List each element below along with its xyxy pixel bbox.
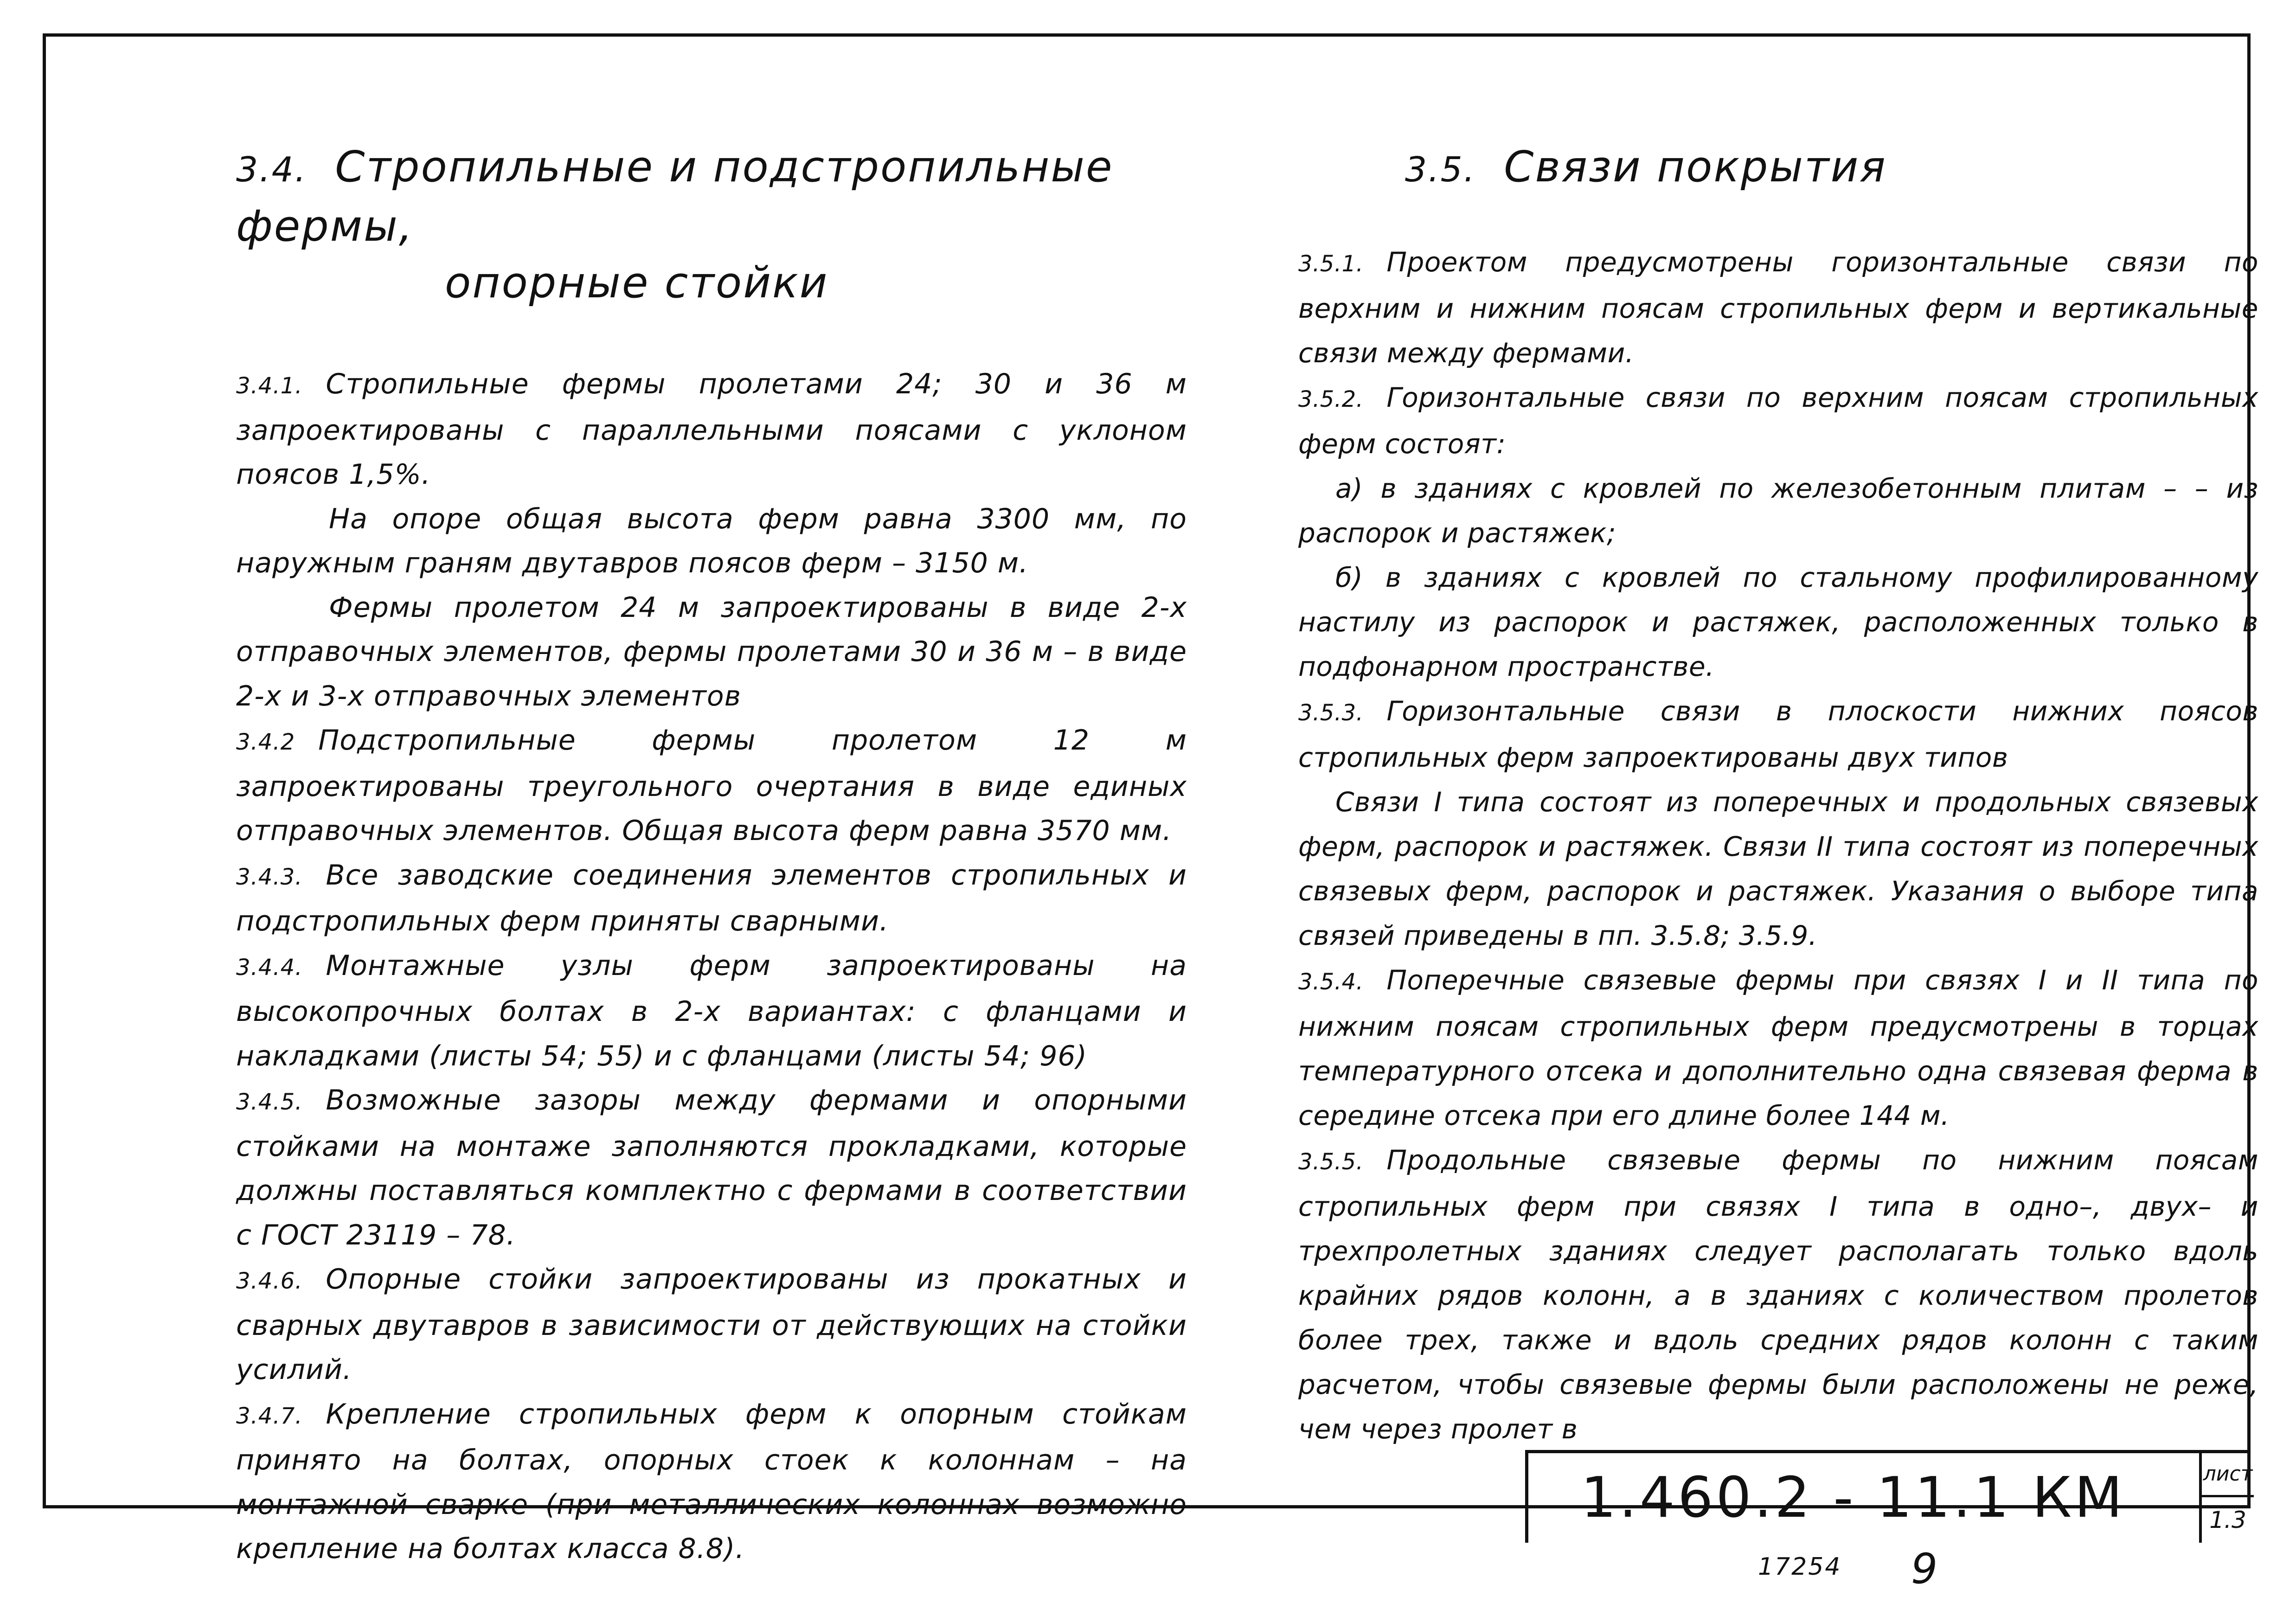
paragraph-3-4-3 (236, 853, 1187, 944)
title-line-2: опорные стойки (445, 258, 829, 308)
paragraph-trusses (236, 586, 1187, 719)
paragraph-item-a (1298, 466, 2258, 555)
paragraph-number: 3.4.5. (236, 1089, 303, 1115)
paragraph-item-b (1298, 555, 2258, 689)
paragraph-text: Все заводские соединения элементов стропильных и подстропильных ферм приняты сварными. (236, 859, 1187, 937)
paragraph-number: 3.4.2 (236, 729, 295, 755)
paragraph-3-5-2 (1298, 375, 2258, 466)
sheet-label: лист (2202, 1453, 2254, 1497)
paragraph-text: Продольные связевые фермы по нижним поясам стропильных ферм при связях I типа в одно–, двух– и трехпролетных зданиях следует располагать только вдоль крайних рядов колонн, а в зданиях с количеством пролетов более трех, также и вдоль средних рядов колонн с таким расчетом, чтобы связевые фермы были расположены не реже, чем через пролет в (1298, 1144, 2258, 1445)
paragraph-number: 3.4.4. (236, 954, 303, 981)
paragraph-number: 3.5.4. (1298, 969, 1364, 995)
paragraph-text: На опоре общая высота ферм равна 3300 мм, по наружным граням двутавров поясов ферм – 3150 м. (236, 502, 1187, 579)
paragraph-text: Стропильные фермы пролетами 24; 30 и 36 м запроектированы с параллельными поясами с уклоном поясов 1,5%. (236, 368, 1187, 491)
paragraph-text: Горизонтальные связи в плоскости нижних поясов стропильных ферм запроектированы двух типов (1298, 695, 2258, 773)
paragraph-text: Подстропильные фермы пролетом 12 м запроектированы треугольного очертания в виде единых отправочных элементов. Общая высота ферм равна 3570 мм. (236, 724, 1187, 847)
sheet-number: 1.3 (2209, 1507, 2246, 1533)
paragraph-number: 3.4.3. (236, 864, 303, 890)
paragraph-number: 3.5.2. (1298, 386, 1364, 412)
section-3-4-title (236, 139, 1187, 311)
paragraph-3-4-4 (236, 944, 1187, 1079)
paragraph-3-5-3 (1298, 689, 2258, 780)
paragraph-text: Связи I типа состоят из поперечных и продольных связевых ферм, распорок и растяжек. Связи II типа состоят из поперечных связевых ферм, распорок и растяжек. Указания о выборе типа связей приведены в пп. 3.5.8; 3.5.9. (1298, 786, 2258, 951)
sheet-cell (2199, 1453, 2254, 1543)
paragraph-text: Фермы пролетом 24 м запроектированы в виде 2-х отправочных элементов, фермы пролетами 30 и 36 м – в виде 2-х и 3-х отправочных элементов (236, 591, 1187, 712)
left-column (236, 139, 1187, 1571)
paragraph-3-4-2 (236, 718, 1187, 853)
paragraph-number: 3.4.6. (236, 1268, 303, 1294)
section-number: 3.5. (1405, 150, 1476, 190)
paragraph-text: Поперечные связевые фермы при связях I и II типа по нижним поясам стропильных ферм предусмотрены в торцах температурного отсека и дополнительно одна связевая ферма в середине отсека при его длине более 144 м. (1298, 964, 2258, 1131)
paragraph-3-4-7 (236, 1392, 1187, 1571)
paragraph-text: а) в зданиях с кровлей по железобетонным плитам – – из распорок и растяжек; (1298, 473, 2258, 549)
paragraph-number: 3.5.3. (1298, 700, 1364, 726)
paragraph-text: Монтажные узлы ферм запроектированы на высокопрочных болтах в 2-х вариантах: с фланцами и накладками (листы 54; 55) и с фланцами (листы 54; 96) (236, 949, 1187, 1072)
paragraph-text: Крепление стропильных ферм к опорным стойкам принято на болтах, опорных стоек к колоннам – на монтажной сварке (при металлических колоннах возможно крепление на болтах класса 8.8). (236, 1398, 1187, 1565)
paragraph-3-4-1 (236, 362, 1187, 497)
document-designation: 1.460.2 - 11.1 КМ (1581, 1466, 2125, 1530)
paragraph-text: б) в зданиях с кровлей по стальному профилированному настилу из распорок и растяжек, расположенных только в подфонарном пространстве. (1298, 562, 2258, 682)
section-3-5-title (1298, 139, 2258, 198)
paragraph-text: Возможные зазоры между фермами и опорными стойками на монтаже заполняются прокладками, которые должны поставляться комплектно с фермами в соответствии с ГОСТ 23119 – 78. (236, 1084, 1187, 1251)
title-block (1525, 1450, 2251, 1543)
paragraph-number: 3.4.7. (236, 1403, 303, 1429)
paragraph-number: 3.4.1. (236, 373, 303, 399)
paragraph-text: Горизонтальные связи по верхним поясам стропильных ферм состоят: (1298, 382, 2258, 460)
paragraph-text: Проектом предусмотрены горизонтальные связи по верхним и нижним поясам стропильных ферм и вертикальные связи между фермами. (1298, 246, 2258, 369)
title-text: Связи покрытия (1504, 142, 1887, 192)
paragraph-number: 3.5.5. (1298, 1149, 1364, 1175)
paragraph-text: Опорные стойки запроектированы из прокатных и сварных двутавров в зависимости от действующих на стойки усилий. (236, 1263, 1187, 1386)
paragraph-3-5-4 (1298, 958, 2258, 1138)
paragraph-height (236, 497, 1187, 586)
paragraph-3-5-5 (1298, 1138, 2258, 1451)
inventory-number: 17254 (1758, 1553, 1842, 1581)
paragraph-3-4-6 (236, 1257, 1187, 1392)
paragraph-bracing-types (1298, 780, 2258, 958)
right-column (1298, 139, 2258, 1451)
section-number: 3.4. (236, 150, 308, 190)
paragraph-3-4-5 (236, 1078, 1187, 1257)
page-number: 9 (1911, 1545, 1938, 1593)
title-line-1: Стропильные и подстропильные фермы, (236, 142, 1114, 251)
paragraph-3-5-1 (1298, 240, 2258, 375)
paragraph-number: 3.5.1. (1298, 251, 1364, 277)
